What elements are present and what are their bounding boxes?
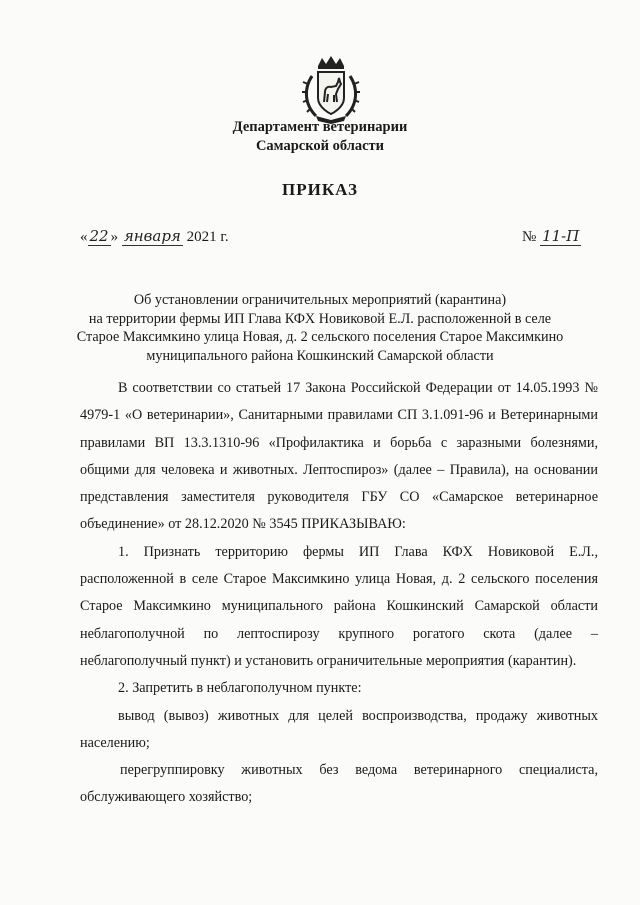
item-1-paragraph: 1. Признать территорию фермы ИП Глава КФХ Новиковой Е.Л., расположенной в селе Старое Максимкино улица Новая, д. 2 сельского поселения Старое Максимкино муниципального района Кошкинский Самарской области неблагополучной по лептоспирозу крупного рогатого скота (далее – неблагополучный пункт) и установить ограничительные мероприятия (карантин). <box>80 543 598 669</box>
document-title: ПРИКАЗ <box>282 180 358 199</box>
subject-line: Об установлении ограничительных мероприятий (карантина) <box>133 292 507 308</box>
department-region: Самарской области <box>255 138 385 154</box>
coat-of-arms-icon <box>298 54 364 124</box>
item-2a-paragraph: вывод (вывоз) животных для целей воспроизводства, продажу животных населению; <box>80 707 598 751</box>
number-value: 11-П <box>542 227 580 245</box>
subject-line: муниципального района Кошкинский Самарской области <box>146 347 494 364</box>
item-2-paragraph: 2. Запретить в неблагополучном пункте: <box>118 680 362 697</box>
department-line: Департамент ветеринарии <box>232 119 408 135</box>
order-date <box>80 227 229 246</box>
number-prefix: № <box>522 229 537 245</box>
order-subject <box>60 291 580 365</box>
preamble-paragraph: В соответствии со статьей 17 Закона Российской Федерации от 14.05.1993 № 4979-1 «О ветеринарии», Санитарными правилами СП 3.1.091-96 и Ветеринарными правилами ВП 13.3.1310-96 «Профилактика и борьба с заразными болезнями, общими для человека и животных. Лептоспироз» (далее – Правила), на основании представления заместителя руководителя ГБУ СО «Самарское ветеринарное объединение» от 28.12.2020 № 3545 ПРИКАЗЫВАЮ: <box>80 380 598 533</box>
order-number <box>522 227 581 246</box>
subject-line: Старое Максимкино улица Новая, д. 2 сельского поселения Старое Максимкино <box>76 329 564 345</box>
date-year: 2021 г. <box>186 229 229 245</box>
date-month: января <box>123 227 181 245</box>
item-2b-paragraph: перегруппировку животных без ведома ветеринарного специалиста, обслуживающего хозяйство; <box>80 762 598 806</box>
date-open-quote: « <box>80 229 88 245</box>
date-close-quote: » <box>110 229 119 245</box>
order-body <box>80 375 598 812</box>
subject-line: на территории фермы ИП Глава КФХ Новиковой Е.Л. расположенной в селе <box>88 310 552 327</box>
date-day: 22 <box>89 227 109 245</box>
department-name <box>0 118 640 156</box>
